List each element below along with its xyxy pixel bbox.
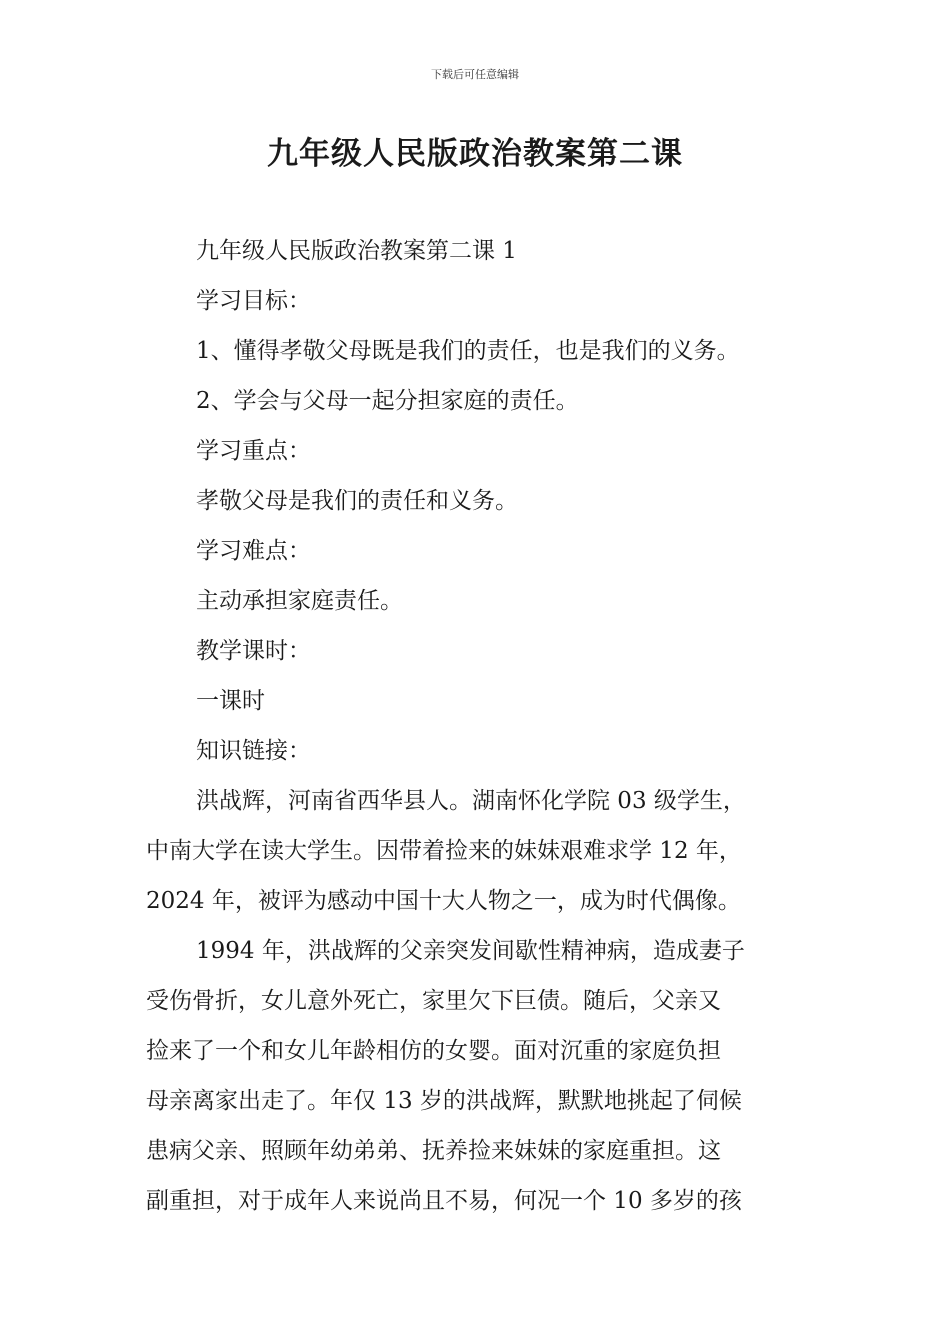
paragraph-line: 捡来了一个和女儿年龄相仿的女婴。面对沉重的家庭负担 bbox=[146, 1038, 721, 1064]
paragraph-line: 主动承担家庭责任。 bbox=[196, 588, 403, 614]
paragraph-line: 中南大学在读大学生。因带着捡来的妹妹艰难求学 12 年， bbox=[146, 838, 742, 864]
paragraph-line: 知识链接： bbox=[196, 738, 311, 764]
paragraph-line: 1994 年，洪战辉的父亲突发间歇性精神病，造成妻子 bbox=[196, 938, 745, 964]
paragraph-line: 患病父亲、照顾年幼弟弟、抚养捡来妹妹的家庭重担。这 bbox=[146, 1138, 721, 1164]
paragraph-line: 副重担，对于成年人来说尚且不易，何况一个 10 多岁的孩 bbox=[146, 1188, 742, 1214]
paragraph-line: 孝敬父母是我们的责任和义务。 bbox=[196, 488, 518, 514]
paragraph-line: 学习重点： bbox=[196, 438, 311, 464]
paragraph-line: 1、懂得孝敬父母既是我们的责任，也是我们的义务。 bbox=[196, 338, 740, 364]
paragraph-line: 学习难点： bbox=[196, 538, 311, 564]
paragraph-line: 母亲离家出走了。年仅 13 岁的洪战辉，默默地挑起了伺候 bbox=[146, 1088, 742, 1114]
paragraph-line: 受伤骨折，女儿意外死亡，家里欠下巨债。随后，父亲又 bbox=[146, 988, 721, 1014]
header-note: 下载后可任意编辑 bbox=[431, 68, 519, 81]
paragraph-line: 教学课时： bbox=[196, 638, 311, 664]
paragraph-line: 2024 年，被评为感动中国十大人物之一，成为时代偶像。 bbox=[146, 888, 741, 914]
paragraph-line: 一课时 bbox=[196, 688, 265, 714]
paragraph-line: 2、学会与父母一起分担家庭的责任。 bbox=[196, 388, 579, 414]
body-text bbox=[146, 226, 808, 1226]
paragraph-line: 洪战辉，河南省西华县人。湖南怀化学院 03 级学生， bbox=[196, 788, 746, 814]
page-title: 九年级人民版政治教案第二课 bbox=[267, 136, 683, 172]
paragraph-line: 学习目标： bbox=[196, 288, 311, 314]
paragraph-line: 九年级人民版政治教案第二课 1 bbox=[196, 238, 517, 264]
